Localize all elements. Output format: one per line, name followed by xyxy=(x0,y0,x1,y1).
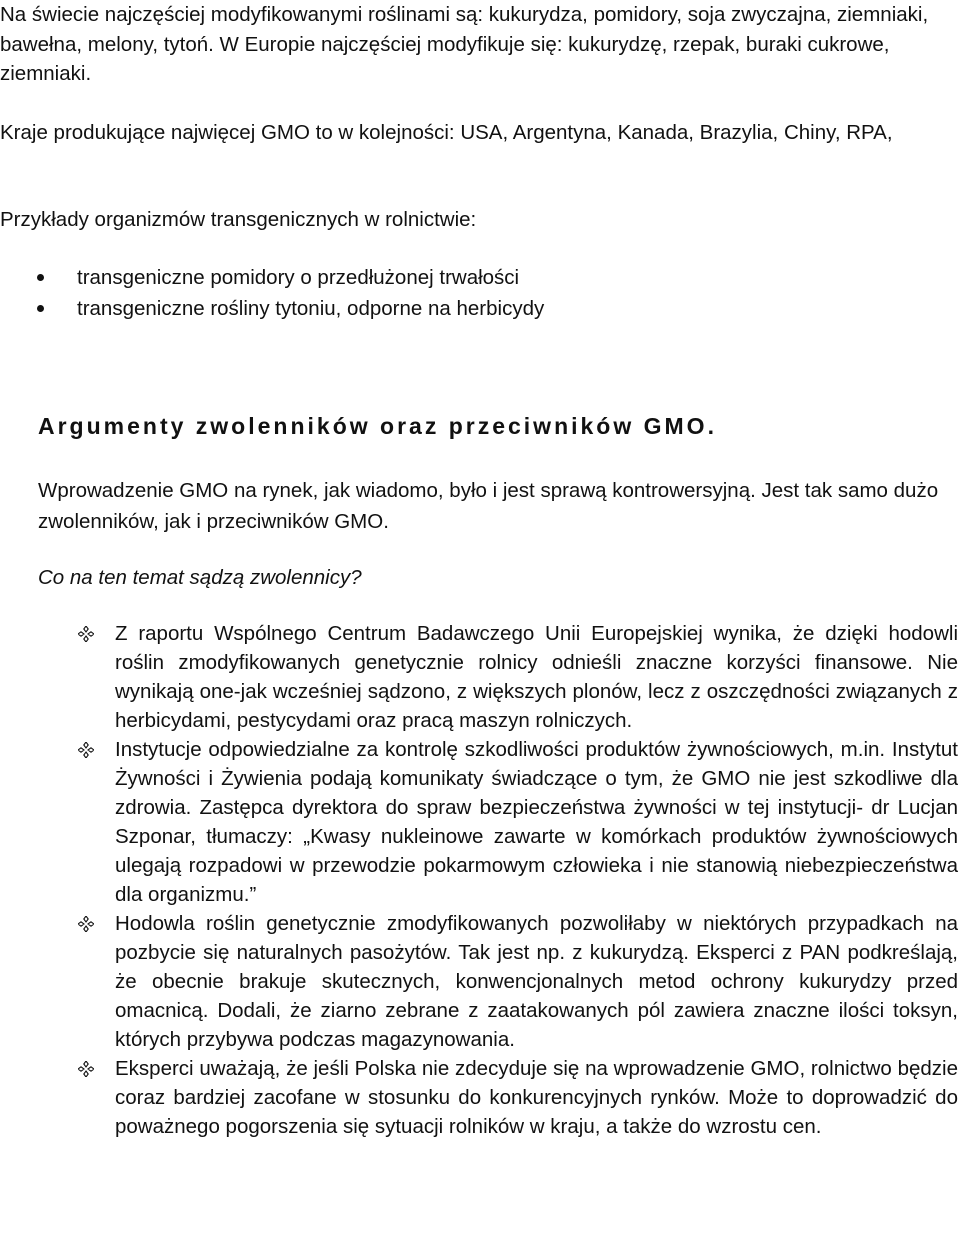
argument-text: Hodowla roślin genetycznie zmodyfikowanych pozwoliłaby w niektórych przypadkach na pozbycie się naturalnych pasożytów. Tak jest np. z kukurydzą. Eksperci z PAN podkreślają, że obecnie brakuje skutecznych, konwencjonalnych metod ochrony kukurydzy przed omacnicą. Dodali, że ziarno zebrane z zaatakowanych pól zawiera znaczne ilości toksyn, których przybywa podczas magazynowania. xyxy=(115,912,958,1051)
four-diamond-bullet-icon xyxy=(78,916,94,932)
list-item xyxy=(0,262,544,293)
section-heading: Argumenty zwolenników oraz przeciwników GMO. xyxy=(38,413,717,439)
list-item-text: transgeniczne pomidory o przedłużonej trwałości xyxy=(77,266,520,289)
four-diamond-bullet-icon xyxy=(78,1061,94,1077)
arguments-list xyxy=(0,619,958,1141)
paragraph-gmo-countries: Kraje produkujące najwięcej GMO to w kolejności: USA, Argentyna, Kanada, Brazylia, Chiny, RPA, xyxy=(0,121,893,144)
argument-item xyxy=(0,1054,958,1141)
section-question: Co na ten temat sądzą zwolennicy? xyxy=(38,566,362,589)
argument-item xyxy=(0,909,958,1054)
list-item-text: transgeniczne rośliny tytoniu, odporne na herbicydy xyxy=(77,297,545,320)
argument-text: Instytucje odpowiedzialne za kontrolę szkodliwości produktów żywnościowych, m.in. Instytut Żywności i Żywienia podają komunikaty świadczące o tym, że GMO nie jest szkodliwe dla zdrowia. Zastępca dyrektora do spraw bezpieczeństwa żywności w tej instytucji- dr Lucjan Szponar, tłumaczy: „Kwasy nukleinowe zawarte w komórkach produktów żywnościowych ulegają rozpadowi w przewodzie pokarmowym człowieka i nie stanowią niebezpieczeństwa dla organizmu.” xyxy=(115,738,958,906)
four-diamond-bullet-icon xyxy=(78,742,94,758)
list-item xyxy=(0,293,544,324)
bullet-dot-icon xyxy=(37,305,44,312)
argument-item xyxy=(0,619,958,735)
section-intro: Wprowadzenie GMO na rynek, jak wiadomo, było i jest sprawą kontrowersyjną. Jest tak samo dużo zwolenników, jak i przeciwników GMO. xyxy=(38,479,939,533)
paragraph-examples-intro: Przykłady organizmów transgenicznych w rolnictwie: xyxy=(0,208,477,231)
paragraph-modified-plants: Na świecie najczęściej modyfikowanymi roślinami są: kukurydza, pomidory, soja zwyczajna, ziemniaki, bawełna, melony, tytoń. W Europie najczęściej modyfikuje się: kukurydzę, rzepak, buraki cukrowe, ziemniaki. xyxy=(0,3,929,85)
bullet-dot-icon xyxy=(37,274,44,281)
four-diamond-bullet-icon xyxy=(78,626,94,642)
argument-text: Z raportu Wspólnego Centrum Badawczego Unii Europejskiej wynika, że dzięki hodowli roślin zmodyfikowanych genetycznie rolnicy odnieśli znaczne korzyści finansowe. Nie wynikają one-jak wcześniej sądzono, z większych plonów, lecz z oszczędności związanych z herbicydami, pestycydami oraz pracą maszyn rolniczych. xyxy=(115,622,958,732)
argument-text: Eksperci uważają, że jeśli Polska nie zdecyduje się na wprowadzenie GMO, rolnictwo będzie coraz bardziej zacofane w stosunku do konkurencyjnych rynków. Może to doprowadzić do poważnego pogorszenia się sytuacji rolników w kraju, a także do wzrostu cen. xyxy=(115,1057,958,1138)
argument-item xyxy=(0,735,958,909)
examples-list xyxy=(0,262,544,324)
